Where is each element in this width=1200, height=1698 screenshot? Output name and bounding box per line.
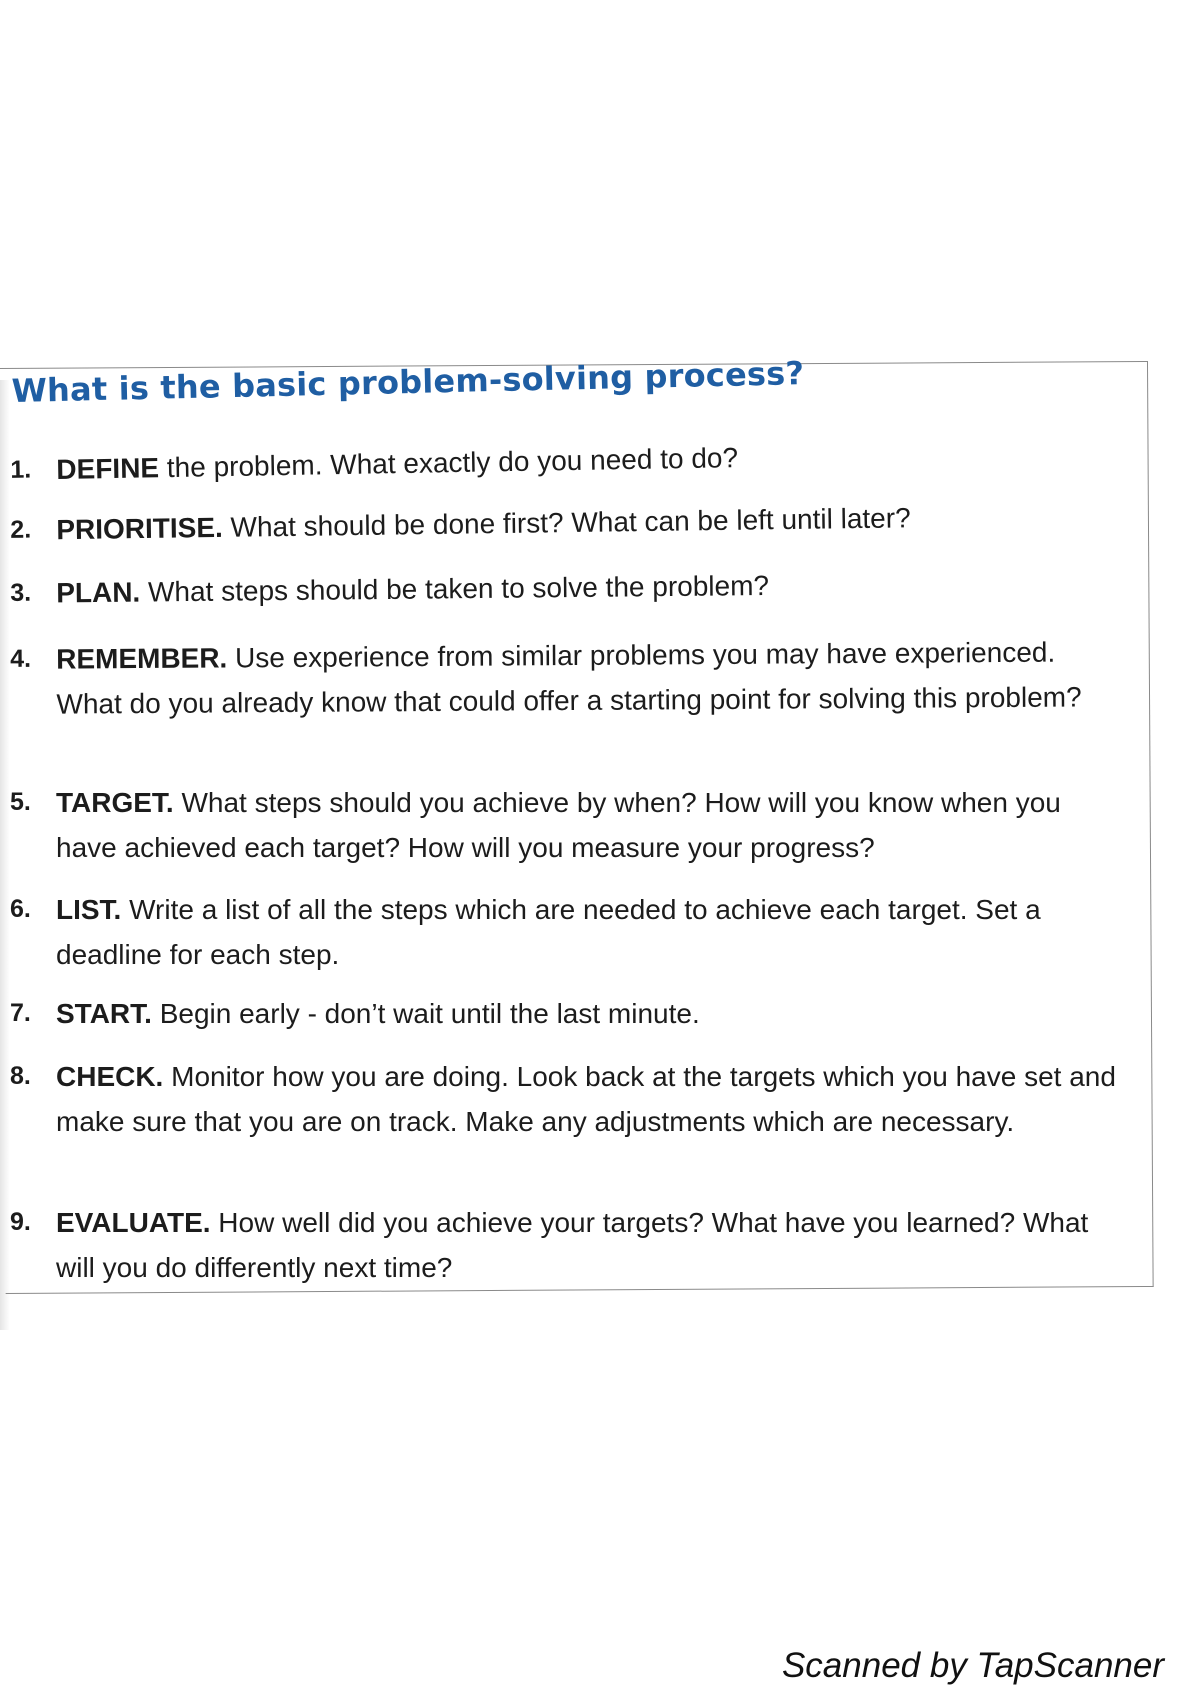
step-text <box>56 887 1116 977</box>
step-number: 1. <box>10 455 32 484</box>
step-number: 4. <box>10 644 32 673</box>
step-text <box>56 629 1117 726</box>
step-number: 8. <box>10 1062 31 1090</box>
box-title: What is the basic problem-solving process? <box>11 354 805 410</box>
step-keyword: START. <box>56 998 152 1029</box>
step-number: 3. <box>10 578 32 607</box>
step-keyword: EVALUATE. <box>56 1207 211 1238</box>
step-description: Begin early - don’t wait until the last minute. <box>151 998 700 1029</box>
step-keyword: TARGET. <box>56 787 174 818</box>
step-keyword: PRIORITISE. <box>56 511 223 546</box>
scanner-watermark: Scanned by TapScanner <box>781 1646 1164 1685</box>
step-keyword: CHECK. <box>56 1061 164 1092</box>
step-description: What steps should be taken to solve the problem? <box>140 569 770 608</box>
step-description: Use experience from similar problems you may have experienced. What do you already know that could offer a starting point for solving this problem? <box>56 636 1082 720</box>
step-description: What steps should you achieve by when? How will you know when you have achieved each target? How will you measure your progress? <box>56 787 1061 863</box>
step-description: Write a list of all the steps which are needed to achieve each target. Set a deadline for each step. <box>56 894 1041 970</box>
step-description: What should be done first? What can be left until later? <box>222 502 911 543</box>
step-text <box>56 780 1116 870</box>
step-number: 6. <box>10 895 31 923</box>
step-number: 2. <box>10 515 32 544</box>
step-text <box>56 1200 1116 1290</box>
step-keyword: PLAN. <box>56 576 141 609</box>
step-text <box>56 1054 1116 1144</box>
step-description: Monitor how you are doing. Look back at the targets which you have set and make sure that you are on track. Make any adjustments which are necessary. <box>56 1061 1116 1137</box>
step-number: 5. <box>10 788 31 816</box>
step-description: the problem. What exactly do you need to do? <box>158 442 739 484</box>
step-number: 7. <box>10 999 31 1027</box>
step-keyword: LIST. <box>56 894 122 925</box>
step-text <box>56 991 1116 1036</box>
step-number: 9. <box>10 1208 31 1236</box>
step-keyword: REMEMBER. <box>56 642 228 675</box>
step-description: How well did you achieve your targets? What have you learned? What will you do differently next time? <box>56 1207 1089 1283</box>
step-keyword: DEFINE <box>56 452 160 486</box>
